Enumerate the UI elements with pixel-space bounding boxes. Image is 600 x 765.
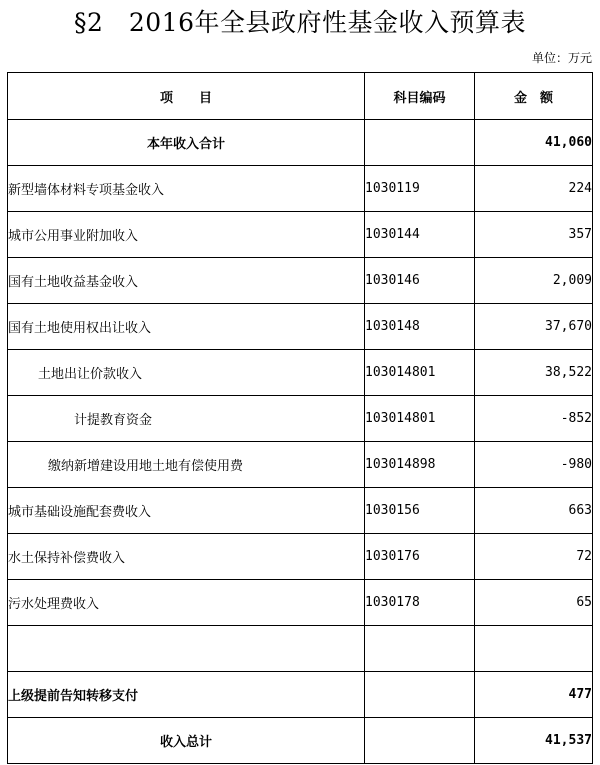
row-code: 1030119 xyxy=(365,166,475,212)
row-amount: 2,009 xyxy=(475,258,593,304)
table-row xyxy=(8,396,593,442)
row-item: 水土保持补偿费收入 xyxy=(8,534,365,580)
row-code xyxy=(365,718,475,764)
table-row-annual-total xyxy=(8,120,593,166)
row-amount: 357 xyxy=(475,212,593,258)
row-item: 城市基础设施配套费收入 xyxy=(8,488,365,534)
row-amount: 224 xyxy=(475,166,593,212)
table-row xyxy=(8,258,593,304)
row-amount: 663 xyxy=(475,488,593,534)
row-code: 103014801 xyxy=(365,350,475,396)
row-item: 缴纳新增建设用地土地有偿使用费 xyxy=(8,442,365,488)
row-item: 本年收入合计 xyxy=(8,120,365,166)
table-row xyxy=(8,442,593,488)
row-amount: 477 xyxy=(475,672,593,718)
table-row xyxy=(8,350,593,396)
row-code: 1030144 xyxy=(365,212,475,258)
table-row xyxy=(8,304,593,350)
row-amount xyxy=(475,626,593,672)
table-row xyxy=(8,166,593,212)
table-row-empty xyxy=(8,626,593,672)
table-row xyxy=(8,580,593,626)
header-item: 项 目 xyxy=(8,73,365,120)
row-item: 土地出让价款收入 xyxy=(8,350,365,396)
table-row-grand-total xyxy=(8,718,593,764)
row-item: 新型墙体材料专项基金收入 xyxy=(8,166,365,212)
row-amount: 41,537 xyxy=(475,718,593,764)
row-code: 1030178 xyxy=(365,580,475,626)
row-code: 1030148 xyxy=(365,304,475,350)
row-code: 103014898 xyxy=(365,442,475,488)
row-amount: 38,522 xyxy=(475,350,593,396)
header-code: 科目编码 xyxy=(365,73,475,120)
table-row-transfer xyxy=(8,672,593,718)
document-title: §2 2016年全县政府性基金收入预算表 xyxy=(73,8,527,37)
table-row xyxy=(8,212,593,258)
row-amount: 37,670 xyxy=(475,304,593,350)
row-code: 1030156 xyxy=(365,488,475,534)
table-row xyxy=(8,488,593,534)
table-row xyxy=(8,534,593,580)
row-amount: 41,060 xyxy=(475,120,593,166)
row-item: 国有土地使用权出让收入 xyxy=(8,304,365,350)
unit-label: 单位：万元 xyxy=(531,51,592,65)
row-amount: -980 xyxy=(475,442,593,488)
row-amount: -852 xyxy=(475,396,593,442)
row-item: 污水处理费收入 xyxy=(8,580,365,626)
row-item: 计提教育资金 xyxy=(8,396,365,442)
row-item: 城市公用事业附加收入 xyxy=(8,212,365,258)
row-code xyxy=(365,120,475,166)
table-header-row xyxy=(8,73,593,120)
row-code xyxy=(365,626,475,672)
row-item: 国有土地收益基金收入 xyxy=(8,258,365,304)
row-item xyxy=(8,626,365,672)
row-code: 1030146 xyxy=(365,258,475,304)
budget-table xyxy=(7,72,593,764)
row-code: 103014801 xyxy=(365,396,475,442)
row-item: 收入总计 xyxy=(8,718,365,764)
row-code: 1030176 xyxy=(365,534,475,580)
row-amount: 65 xyxy=(475,580,593,626)
row-amount: 72 xyxy=(475,534,593,580)
header-amount: 金 额 xyxy=(475,73,593,120)
row-item: 上级提前告知转移支付 xyxy=(8,672,365,718)
row-code xyxy=(365,672,475,718)
